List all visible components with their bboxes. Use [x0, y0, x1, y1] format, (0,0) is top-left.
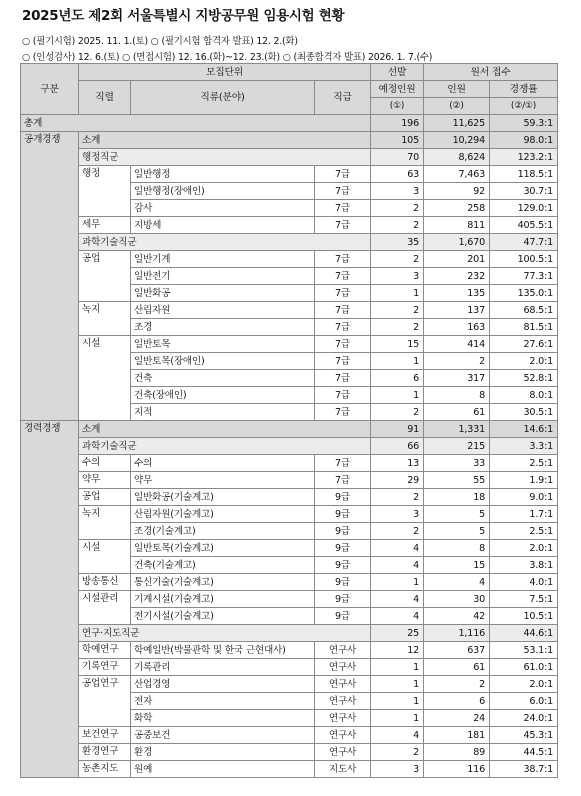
group-ratio: 123.2:1 — [490, 149, 558, 166]
field-cell: 전자 — [131, 693, 315, 710]
group-planned: 25 — [371, 625, 424, 642]
grade-cell: 9급 — [315, 489, 371, 506]
ratio-cell: 27.6:1 — [490, 336, 558, 353]
applicants-cell: 201 — [424, 251, 490, 268]
table-row — [21, 642, 558, 659]
planned-cell: 2 — [371, 489, 424, 506]
grade-cell: 연구사 — [315, 693, 371, 710]
jikryeol-cell: 시설관리 — [79, 591, 131, 625]
ratio-cell: 6.0:1 — [490, 693, 558, 710]
applicants-cell: 5 — [424, 523, 490, 540]
ratio-cell: 30.5:1 — [490, 404, 558, 421]
ratio-cell: 45.3:1 — [490, 727, 558, 744]
header-jikgeup: 직급 — [315, 81, 371, 115]
jikryeol-cell: 방송통신 — [79, 574, 131, 591]
applicants-cell: 6 — [424, 693, 490, 710]
jikryeol-cell: 환경연구 — [79, 744, 131, 761]
applicants-cell: 163 — [424, 319, 490, 336]
jikryeol-cell: 수의 — [79, 455, 131, 472]
field-cell: 일반전기 — [131, 268, 315, 285]
grade-cell: 7급 — [315, 472, 371, 489]
applicants-cell: 61 — [424, 404, 490, 421]
ratio-cell: 129.0:1 — [490, 200, 558, 217]
applicants-cell: 5 — [424, 506, 490, 523]
planned-cell: 4 — [371, 727, 424, 744]
group-row — [21, 149, 558, 166]
field-cell: 일반행정 — [131, 166, 315, 183]
planned-cell: 2 — [371, 251, 424, 268]
field-cell: 화학 — [131, 710, 315, 727]
subtotal-applicants: 10,294 — [424, 132, 490, 149]
ratio-cell: 52.8:1 — [490, 370, 558, 387]
table-row — [21, 251, 558, 268]
applicants-cell: 414 — [424, 336, 490, 353]
table-row — [21, 540, 558, 557]
group-ratio: 44.6:1 — [490, 625, 558, 642]
subtotal-ratio: 14.6:1 — [490, 421, 558, 438]
planned-cell: 13 — [371, 455, 424, 472]
planned-cell: 2 — [371, 302, 424, 319]
jikryeol-cell: 녹지 — [79, 506, 131, 540]
ratio-cell: 100.5:1 — [490, 251, 558, 268]
planned-cell: 1 — [371, 285, 424, 302]
subtotal-applicants: 1,331 — [424, 421, 490, 438]
field-cell: 지방세 — [131, 217, 315, 234]
subtotal-planned: 91 — [371, 421, 424, 438]
header-apply: 원서 접수 — [424, 64, 558, 81]
planned-cell: 1 — [371, 353, 424, 370]
planned-cell: 4 — [371, 540, 424, 557]
table-row — [21, 574, 558, 591]
applicants-cell: 317 — [424, 370, 490, 387]
applicants-cell: 7,463 — [424, 166, 490, 183]
header-ratio-2: (②/①) — [490, 98, 558, 115]
applicants-cell: 61 — [424, 659, 490, 676]
applicants-cell: 137 — [424, 302, 490, 319]
field-cell: 일반화공 — [131, 285, 315, 302]
table-row — [21, 455, 558, 472]
ratio-cell: 81.5:1 — [490, 319, 558, 336]
applicants-cell: 42 — [424, 608, 490, 625]
planned-cell: 12 — [371, 642, 424, 659]
field-cell: 감사 — [131, 200, 315, 217]
header-jikryeol: 직렬 — [79, 81, 131, 115]
planned-cell: 3 — [371, 761, 424, 778]
header-moji: 모집단위 — [79, 64, 371, 81]
ratio-cell: 2.0:1 — [490, 676, 558, 693]
planned-cell: 3 — [371, 183, 424, 200]
grade-cell: 연구사 — [315, 710, 371, 727]
planned-cell: 6 — [371, 370, 424, 387]
ratio-cell: 3.8:1 — [490, 557, 558, 574]
group-ratio: 3.3:1 — [490, 438, 558, 455]
applicants-cell: 258 — [424, 200, 490, 217]
applicants-cell: 18 — [424, 489, 490, 506]
ratio-cell: 1.7:1 — [490, 506, 558, 523]
field-cell: 일반토목 — [131, 336, 315, 353]
grade-cell: 9급 — [315, 540, 371, 557]
grade-cell: 9급 — [315, 557, 371, 574]
applicants-cell: 232 — [424, 268, 490, 285]
group-label: 과학기술직군 — [79, 234, 371, 251]
field-cell: 지적 — [131, 404, 315, 421]
jikryeol-cell: 행정 — [79, 166, 131, 217]
grade-cell: 지도사 — [315, 761, 371, 778]
grade-cell: 7급 — [315, 387, 371, 404]
planned-cell: 1 — [371, 676, 424, 693]
ratio-cell: 2.5:1 — [490, 523, 558, 540]
applicants-cell: 2 — [424, 676, 490, 693]
grade-cell: 연구사 — [315, 676, 371, 693]
jikryeol-cell: 학예연구 — [79, 642, 131, 659]
field-cell: 공중보건 — [131, 727, 315, 744]
field-cell: 통신기술(기술계고) — [131, 574, 315, 591]
ratio-cell: 7.5:1 — [490, 591, 558, 608]
jikryeol-cell: 시설 — [79, 336, 131, 421]
group-applicants: 1,116 — [424, 625, 490, 642]
group-label: 행정직군 — [79, 149, 371, 166]
header-planned-1: 선발 — [371, 64, 424, 81]
grade-cell: 7급 — [315, 319, 371, 336]
grade-cell: 7급 — [315, 166, 371, 183]
applicants-cell: 135 — [424, 285, 490, 302]
grade-cell: 7급 — [315, 404, 371, 421]
subtotal-ratio: 98.0:1 — [490, 132, 558, 149]
table-row — [21, 489, 558, 506]
ratio-cell: 44.5:1 — [490, 744, 558, 761]
subtotal-planned: 105 — [371, 132, 424, 149]
grade-cell: 7급 — [315, 200, 371, 217]
group-label: 과학기술직군 — [79, 438, 371, 455]
jikryeol-cell: 공업연구 — [79, 676, 131, 727]
ratio-cell: 405.5:1 — [490, 217, 558, 234]
schedule-line-2: ○ (인성검사) 12. 6.(토) ○ (면접시험) 12. 16.(화)~12. 23.(화) ○ (최종합격자 발표) 2026. 1. 7.(수) — [22, 52, 433, 63]
total-planned: 196 — [371, 115, 424, 132]
jikryeol-cell: 보건연구 — [79, 727, 131, 744]
table-body — [21, 115, 558, 778]
total-ratio: 59.3:1 — [490, 115, 558, 132]
jikryeol-cell: 기록연구 — [79, 659, 131, 676]
field-cell: 기계시설(기술계고) — [131, 591, 315, 608]
applicants-cell: 15 — [424, 557, 490, 574]
table-header — [21, 64, 558, 115]
section-label: 경력경쟁 — [21, 421, 79, 778]
header-gubun: 구분 — [21, 64, 79, 115]
field-cell: 학예일반(박물관학 및 한국 근현대사) — [131, 642, 315, 659]
field-cell: 건축 — [131, 370, 315, 387]
jikryeol-cell: 공업 — [79, 489, 131, 506]
planned-cell: 2 — [371, 404, 424, 421]
planned-cell: 1 — [371, 710, 424, 727]
ratio-cell: 118.5:1 — [490, 166, 558, 183]
group-row — [21, 625, 558, 642]
grade-cell: 연구사 — [315, 659, 371, 676]
group-planned: 66 — [371, 438, 424, 455]
field-cell: 산림자원(기술계고) — [131, 506, 315, 523]
applicants-cell: 811 — [424, 217, 490, 234]
planned-cell: 2 — [371, 200, 424, 217]
grade-cell: 연구사 — [315, 744, 371, 761]
ratio-cell: 1.9:1 — [490, 472, 558, 489]
ratio-cell: 77.3:1 — [490, 268, 558, 285]
planned-cell: 1 — [371, 693, 424, 710]
planned-cell: 2 — [371, 217, 424, 234]
planned-cell: 15 — [371, 336, 424, 353]
header-planned-2: 예정인원 — [371, 81, 424, 98]
planned-cell: 4 — [371, 591, 424, 608]
table-row — [21, 166, 558, 183]
planned-cell: 63 — [371, 166, 424, 183]
field-cell: 일반행정(장애인) — [131, 183, 315, 200]
planned-cell: 2 — [371, 523, 424, 540]
group-applicants: 215 — [424, 438, 490, 455]
header-planned-3: (①) — [371, 98, 424, 115]
table-row — [21, 506, 558, 523]
grade-cell: 9급 — [315, 523, 371, 540]
planned-cell: 1 — [371, 574, 424, 591]
table-row — [21, 217, 558, 234]
section-label: 공개경쟁 — [21, 132, 79, 421]
jikryeol-cell: 녹지 — [79, 302, 131, 336]
ratio-cell: 4.0:1 — [490, 574, 558, 591]
header-ratio-1: 경쟁률 — [490, 81, 558, 98]
ratio-cell: 24.0:1 — [490, 710, 558, 727]
group-label: 연구·지도직군 — [79, 625, 371, 642]
total-label: 총계 — [21, 115, 371, 132]
applicants-cell: 30 — [424, 591, 490, 608]
ratio-cell: 8.0:1 — [490, 387, 558, 404]
ratio-cell: 2.5:1 — [490, 455, 558, 472]
field-cell: 조경 — [131, 319, 315, 336]
field-cell: 일반기계 — [131, 251, 315, 268]
planned-cell: 4 — [371, 557, 424, 574]
applicants-cell: 116 — [424, 761, 490, 778]
applicants-cell: 637 — [424, 642, 490, 659]
grade-cell: 7급 — [315, 336, 371, 353]
field-cell: 건축(장애인) — [131, 387, 315, 404]
table-row — [21, 676, 558, 693]
field-cell: 산업경영 — [131, 676, 315, 693]
field-cell: 약무 — [131, 472, 315, 489]
field-cell: 환경 — [131, 744, 315, 761]
group-ratio: 47.7:1 — [490, 234, 558, 251]
header-applicants-2: (②) — [424, 98, 490, 115]
ratio-cell: 9.0:1 — [490, 489, 558, 506]
table-row — [21, 336, 558, 353]
field-cell: 기록관리 — [131, 659, 315, 676]
ratio-cell: 61.0:1 — [490, 659, 558, 676]
group-applicants: 8,624 — [424, 149, 490, 166]
applicants-cell: 89 — [424, 744, 490, 761]
ratio-cell: 30.7:1 — [490, 183, 558, 200]
table-row — [21, 727, 558, 744]
applicants-cell: 2 — [424, 353, 490, 370]
field-cell: 일반토목(기술계고) — [131, 540, 315, 557]
header-applicants-1: 인원 — [424, 81, 490, 98]
field-cell: 전기시설(기술계고) — [131, 608, 315, 625]
grade-cell: 9급 — [315, 506, 371, 523]
field-cell: 산림자원 — [131, 302, 315, 319]
ratio-cell: 38.7:1 — [490, 761, 558, 778]
grade-cell: 9급 — [315, 591, 371, 608]
document-title: 2025년도 제2회 서울특별시 지방공무원 임용시험 현황 — [22, 8, 345, 24]
field-cell: 조경(기술계고) — [131, 523, 315, 540]
table-row — [21, 302, 558, 319]
ratio-cell: 10.5:1 — [490, 608, 558, 625]
ratio-cell: 2.0:1 — [490, 353, 558, 370]
grade-cell: 7급 — [315, 217, 371, 234]
grade-cell: 7급 — [315, 353, 371, 370]
exam-status-table — [20, 63, 558, 778]
table-row — [21, 744, 558, 761]
total-applicants: 11,625 — [424, 115, 490, 132]
planned-cell: 3 — [371, 506, 424, 523]
applicants-cell: 181 — [424, 727, 490, 744]
planned-cell: 1 — [371, 659, 424, 676]
group-planned: 35 — [371, 234, 424, 251]
field-cell: 수의 — [131, 455, 315, 472]
applicants-cell: 24 — [424, 710, 490, 727]
grade-cell: 7급 — [315, 302, 371, 319]
planned-cell: 2 — [371, 744, 424, 761]
grade-cell: 7급 — [315, 455, 371, 472]
table-row — [21, 591, 558, 608]
field-cell: 일반화공(기술계고) — [131, 489, 315, 506]
header-jikryu: 직류(분야) — [131, 81, 315, 115]
grade-cell: 연구사 — [315, 727, 371, 744]
subtotal-label: 소계 — [79, 132, 371, 149]
planned-cell: 1 — [371, 387, 424, 404]
ratio-cell: 135.0:1 — [490, 285, 558, 302]
grade-cell: 7급 — [315, 268, 371, 285]
applicants-cell: 55 — [424, 472, 490, 489]
planned-cell: 2 — [371, 319, 424, 336]
group-row — [21, 234, 558, 251]
applicants-cell: 92 — [424, 183, 490, 200]
jikryeol-cell: 약무 — [79, 472, 131, 489]
group-planned: 70 — [371, 149, 424, 166]
group-applicants: 1,670 — [424, 234, 490, 251]
applicants-cell: 33 — [424, 455, 490, 472]
planned-cell: 4 — [371, 608, 424, 625]
grade-cell: 연구사 — [315, 642, 371, 659]
grade-cell: 9급 — [315, 574, 371, 591]
table-row — [21, 761, 558, 778]
grade-cell: 7급 — [315, 285, 371, 302]
planned-cell: 3 — [371, 268, 424, 285]
applicants-cell: 8 — [424, 540, 490, 557]
field-cell: 일반토목(장애인) — [131, 353, 315, 370]
ratio-cell: 68.5:1 — [490, 302, 558, 319]
planned-cell: 29 — [371, 472, 424, 489]
jikryeol-cell: 시설 — [79, 540, 131, 574]
table-row — [21, 659, 558, 676]
total-row — [21, 115, 558, 132]
ratio-cell: 2.0:1 — [490, 540, 558, 557]
schedule-line-1: ○ (필기시험) 2025. 11. 1.(토) ○ (필기시험 합격자 발표) 12. 2.(화) — [22, 36, 298, 47]
group-row — [21, 438, 558, 455]
grade-cell: 7급 — [315, 370, 371, 387]
grade-cell: 7급 — [315, 251, 371, 268]
ratio-cell: 53.1:1 — [490, 642, 558, 659]
grade-cell: 9급 — [315, 608, 371, 625]
field-cell: 원예 — [131, 761, 315, 778]
subtotal-label: 소계 — [79, 421, 371, 438]
table-row — [21, 472, 558, 489]
section-subtotal-row — [21, 421, 558, 438]
jikryeol-cell: 공업 — [79, 251, 131, 302]
jikryeol-cell: 세무 — [79, 217, 131, 234]
field-cell: 건축(기술계고) — [131, 557, 315, 574]
jikryeol-cell: 농촌지도 — [79, 761, 131, 778]
applicants-cell: 8 — [424, 387, 490, 404]
applicants-cell: 4 — [424, 574, 490, 591]
grade-cell: 7급 — [315, 183, 371, 200]
section-subtotal-row — [21, 132, 558, 149]
